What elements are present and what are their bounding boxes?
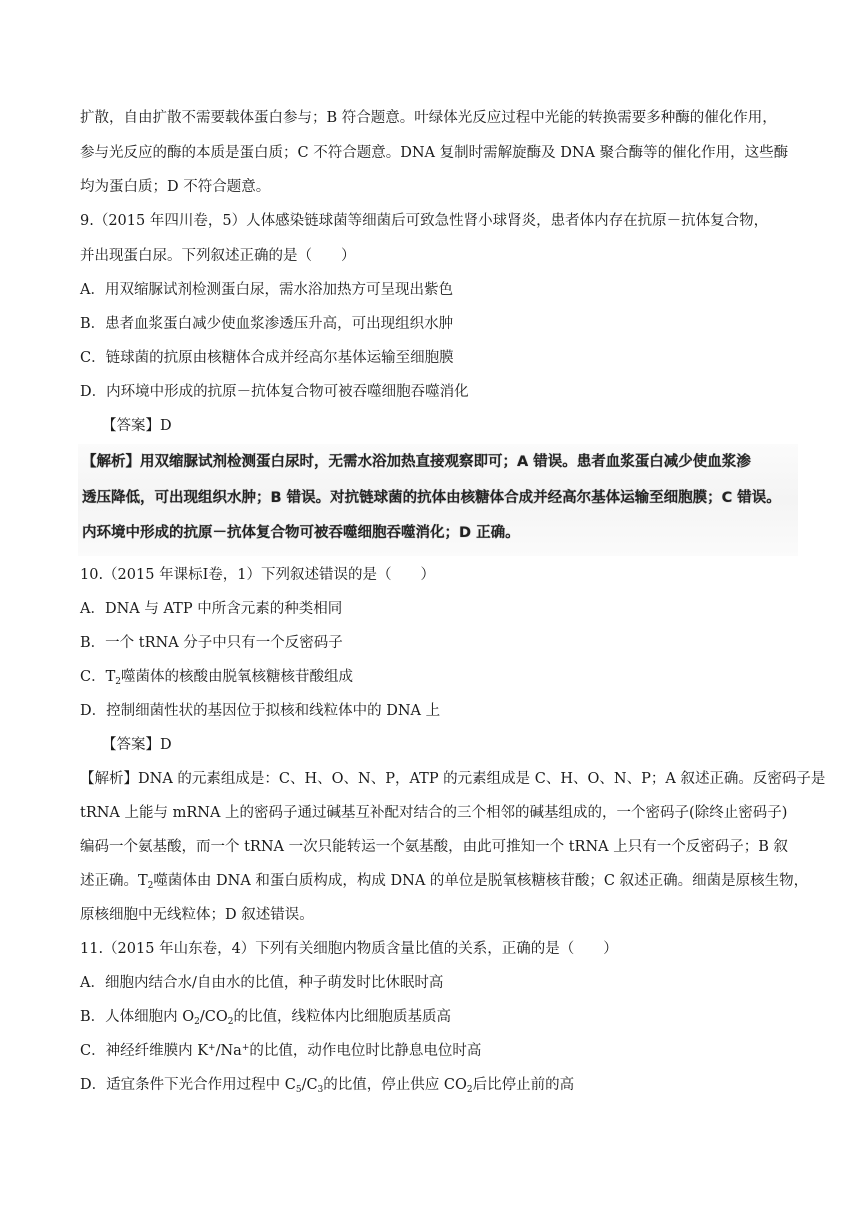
analysis-line: 【解析】DNA 的元素组成是：C、H、O、N、P，ATP 的元素组成是 C、H、O、N、P；A 叙述正确。反密码子是 — [80, 771, 826, 787]
analysis-line: 编码一个氨基酸，而一个 tRNA 一次只能转运一个氨基酸，由此可推知一个 tRNA 上只有一个反密码子；B 叙 — [80, 839, 789, 855]
question-9-option-b: B．患者血浆蛋白减少使血浆渗透压升高，可出现组织水肿 — [80, 316, 454, 332]
analysis-line: 透压降低，可出现组织水肿；B 错误。对抗链球菌的抗体由核糖体合成并经高尔基体运输至细胞膜；C 错误。 — [82, 490, 781, 506]
question-9-stem: 9.（2015 年四川卷，5）人体感染链球菌等细菌后可致急性肾小球肾炎，患者体内存在抗原－抗体复合物， — [80, 213, 769, 229]
analysis-line: 述正确。$T_2$噬菌体由 DNA 和蛋白质构成，构成 DNA 的单位是脱氧核糖核苷酸；C 叙述正确。细菌是原核生物， — [80, 873, 809, 891]
question-11-option-c: C．神经纤维膜内 K+/Na+的比值，动作电位时比静息电位时高 — [80, 1043, 482, 1059]
question-11-option-d: D．适宜条件下光合作用过程中 $C_5/C_3$的比值，停止供应 $CO_2$后比停止前的高 — [80, 1077, 575, 1095]
question-11-option-a: A．细胞内结合水/自由水的比值，种子萌发时比休眠时高 — [80, 975, 444, 991]
paragraph-line: 均为蛋白质；D 不符合题意。 — [80, 179, 271, 195]
analysis-line: 原核细胞中无线粒体；D 叙述错误。 — [80, 907, 314, 923]
question-11-option-b: B．人体细胞内 $O_2/CO_2$的比值，线粒体内比细胞质基质高 — [80, 1009, 451, 1027]
question-10-option-a: A．DNA 与 ATP 中所含元素的种类相同 — [80, 601, 343, 617]
question-10-option-b: B．一个 tRNA 分子中只有一个反密码子 — [80, 635, 343, 651]
scanned-analysis-block — [78, 444, 798, 556]
question-9-option-d: D．内环境中形成的抗原－抗体复合物可被吞噬细胞吞噬消化 — [80, 384, 469, 400]
question-10-answer: 【答案】D — [102, 737, 172, 753]
analysis-line: 内环境中形成的抗原－抗体复合物可被吞噬细胞吞噬消化；D 正确。 — [82, 525, 520, 541]
question-9-answer: 【答案】D — [102, 418, 172, 434]
question-9-stem: 并出现蛋白尿。下列叙述正确的是（ ） — [80, 248, 356, 264]
analysis-line: tRNA 上能与 mRNA 上的密码子通过碱基互补配对结合的三个相邻的碱基组成的，一个密码子(除终止密码子) — [80, 805, 788, 821]
question-10-option-d: D．控制细菌性状的基因位于拟核和线粒体中的 DNA 上 — [80, 703, 441, 719]
question-11-stem: 11.（2015 年山东卷，4）下列有关细胞内物质含量比值的关系，正确的是（ ） — [80, 941, 618, 957]
paragraph-line: 参与光反应的酶的本质是蛋白质；C 不符合题意。DNA 复制时需解旋酶及 DNA 聚合酶等的催化作用，这些酶 — [80, 145, 789, 161]
question-10-stem: 10.（2015 年课标Ⅰ卷，1）下列叙述错误的是（ ） — [80, 567, 436, 583]
question-9-option-a: A．用双缩脲试剂检测蛋白尿，需水浴加热方可呈现出紫色 — [80, 282, 453, 298]
analysis-line: 【解析】用双缩脲试剂检测蛋白尿时，无需水浴加热直接观察即可；A 错误。患者血浆蛋白减少使血浆渗 — [82, 454, 751, 470]
question-10-option-c: C．$T_2$噬菌体的核酸由脱氧核糖核苷酸组成 — [80, 669, 354, 687]
paragraph-line: 扩散，自由扩散不需要载体蛋白参与；B 符合题意。叶绿体光反应过程中光能的转换需要多种酶的催化作用， — [80, 110, 777, 126]
question-9-option-c: C．链球菌的抗原由核糖体合成并经高尔基体运输至细胞膜 — [80, 350, 454, 366]
